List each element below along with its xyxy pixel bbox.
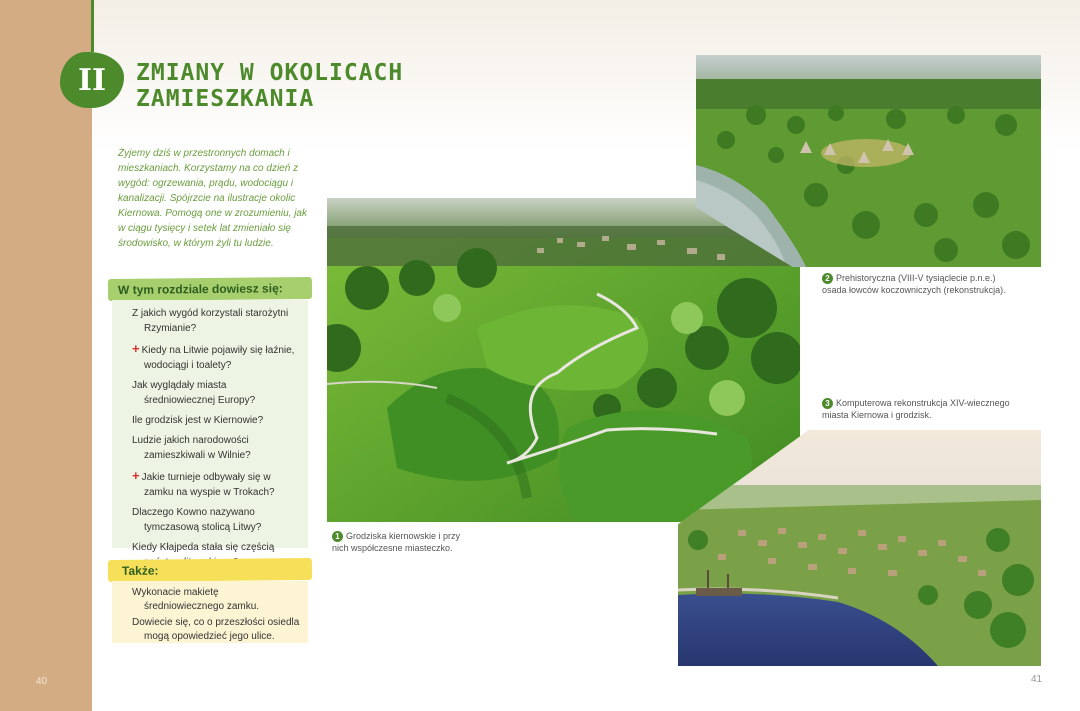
caption-number-badge: 1 <box>332 531 343 542</box>
question-list <box>120 306 300 570</box>
learn-section-header: W tym rozdziale dowiesz się: <box>108 277 312 301</box>
prehistoric-settlement-illustration <box>696 55 1041 267</box>
question-text: Jak wyglądały miasta średniowiecznej Europy? <box>132 380 256 406</box>
also-item: Wykonacie makietę średniowiecznego zamku. <box>132 587 260 612</box>
question-item <box>132 306 300 336</box>
question-item <box>132 505 300 535</box>
question-text: Kiedy Kłajpeda stała się częścią <box>132 542 275 553</box>
also-section-header: Także: <box>108 558 312 582</box>
also-item: Dowiecie się, co o przeszłości osiedla mogą opowiedzieć jego ulice. <box>132 617 300 642</box>
question-text: Ludzie jakich narodowości zamieszkiwali w Wilnie? <box>132 435 251 461</box>
question-text: Z jakich wygód korzystali starożytni Rzymianie? <box>132 308 289 334</box>
chapter-title <box>136 60 496 112</box>
question-item <box>132 433 300 463</box>
caption-number-badge: 2 <box>822 273 833 284</box>
chapter-number-badge: II <box>60 52 124 108</box>
question-item <box>132 341 300 373</box>
page-number-left: 40 <box>36 676 48 687</box>
question-text: Kiedy na Litwie pojawiły się łaźnie, wodociągi i toalety? <box>141 345 295 371</box>
chapter-marker-line <box>91 0 94 52</box>
left-page-strip <box>0 0 92 711</box>
intro-text: Żyjemy dziś w przestronnych domach i mieszkaniach. Korzystamy na co dzień z wygód: ogrzewania, prądu, wodociągu i kanalizacji. Spójrzcie na ilustracje okolic Kiernowa. Pomogą one w zrozumieniu, jak w ciągu tysięcy i setek lat zmieniało się środowisko, w którym żyli tu ludzie. <box>118 148 307 249</box>
hillforts-aerial-photo <box>327 198 800 522</box>
learn-section-box <box>112 300 308 553</box>
chapter-title-line1: ZMIANY W OKOLICACH <box>136 60 404 86</box>
caption-photo1 <box>332 530 472 554</box>
question-item <box>132 413 300 428</box>
question-text: Jakie turnieje odbywały się w zamku na wyspie w Trokach? <box>141 472 275 498</box>
page-number-right: 41 <box>1031 674 1043 685</box>
question-text: Dlaczego Kowno nazywano tymczasową stolicą Litwy? <box>132 507 262 533</box>
plus-icon: + <box>132 468 140 483</box>
chapter-title-line2: ZAMIESZKANIA <box>136 86 315 112</box>
question-item <box>132 378 300 408</box>
plus-icon: + <box>132 341 140 356</box>
caption-text: Prehistoryczna (VIII-V tysiąclecie p.n.e.) osada łowców koczowniczych (rekonstrukcja). <box>822 273 1006 295</box>
also-section-box <box>112 581 308 643</box>
caption-text: Grodziska kiernowskie i przy nich współczesne miasteczko. <box>332 531 461 553</box>
question-text: Ile grodzisk jest w Kiernowie? <box>132 415 264 426</box>
caption-photo2 <box>822 272 1022 296</box>
question-item <box>132 468 300 500</box>
caption-photo3 <box>822 397 1022 421</box>
caption-number-badge: 3 <box>822 398 833 409</box>
caption-text: Komputerowa rekonstrukcja XIV-wiecznego miasta Kiernowa i grodzisk. <box>822 398 1010 420</box>
